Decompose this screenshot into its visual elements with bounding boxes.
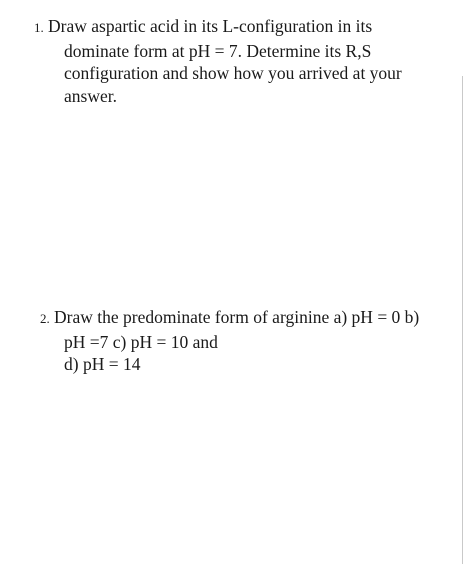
- question-1-text-line-4: answer.: [64, 85, 117, 106]
- question-1-text-line-3: configuration and show how you arrived at your: [64, 63, 402, 83]
- question-2-line-1: [40, 306, 450, 331]
- question-2-text-line-1: Draw the predominate form of arginine a) pH = 0 b): [54, 307, 420, 327]
- page-edge-divider: [462, 76, 463, 564]
- question-2: [40, 306, 450, 376]
- question-1-line-1: [34, 15, 444, 40]
- question-2-text-line-3: d) pH = 14: [64, 354, 141, 374]
- question-2-number: 2.: [40, 311, 50, 326]
- question-1-text-line-2: dominate form at pH = 7. Determine its R,S: [64, 40, 372, 61]
- question-1-text-line-1: Draw aspartic acid in its L-configuration in its: [48, 16, 373, 36]
- question-1-number: 1.: [34, 20, 44, 35]
- question-1: [34, 15, 444, 107]
- question-2-text-line-2: pH =7 c) pH = 10 and: [64, 331, 218, 352]
